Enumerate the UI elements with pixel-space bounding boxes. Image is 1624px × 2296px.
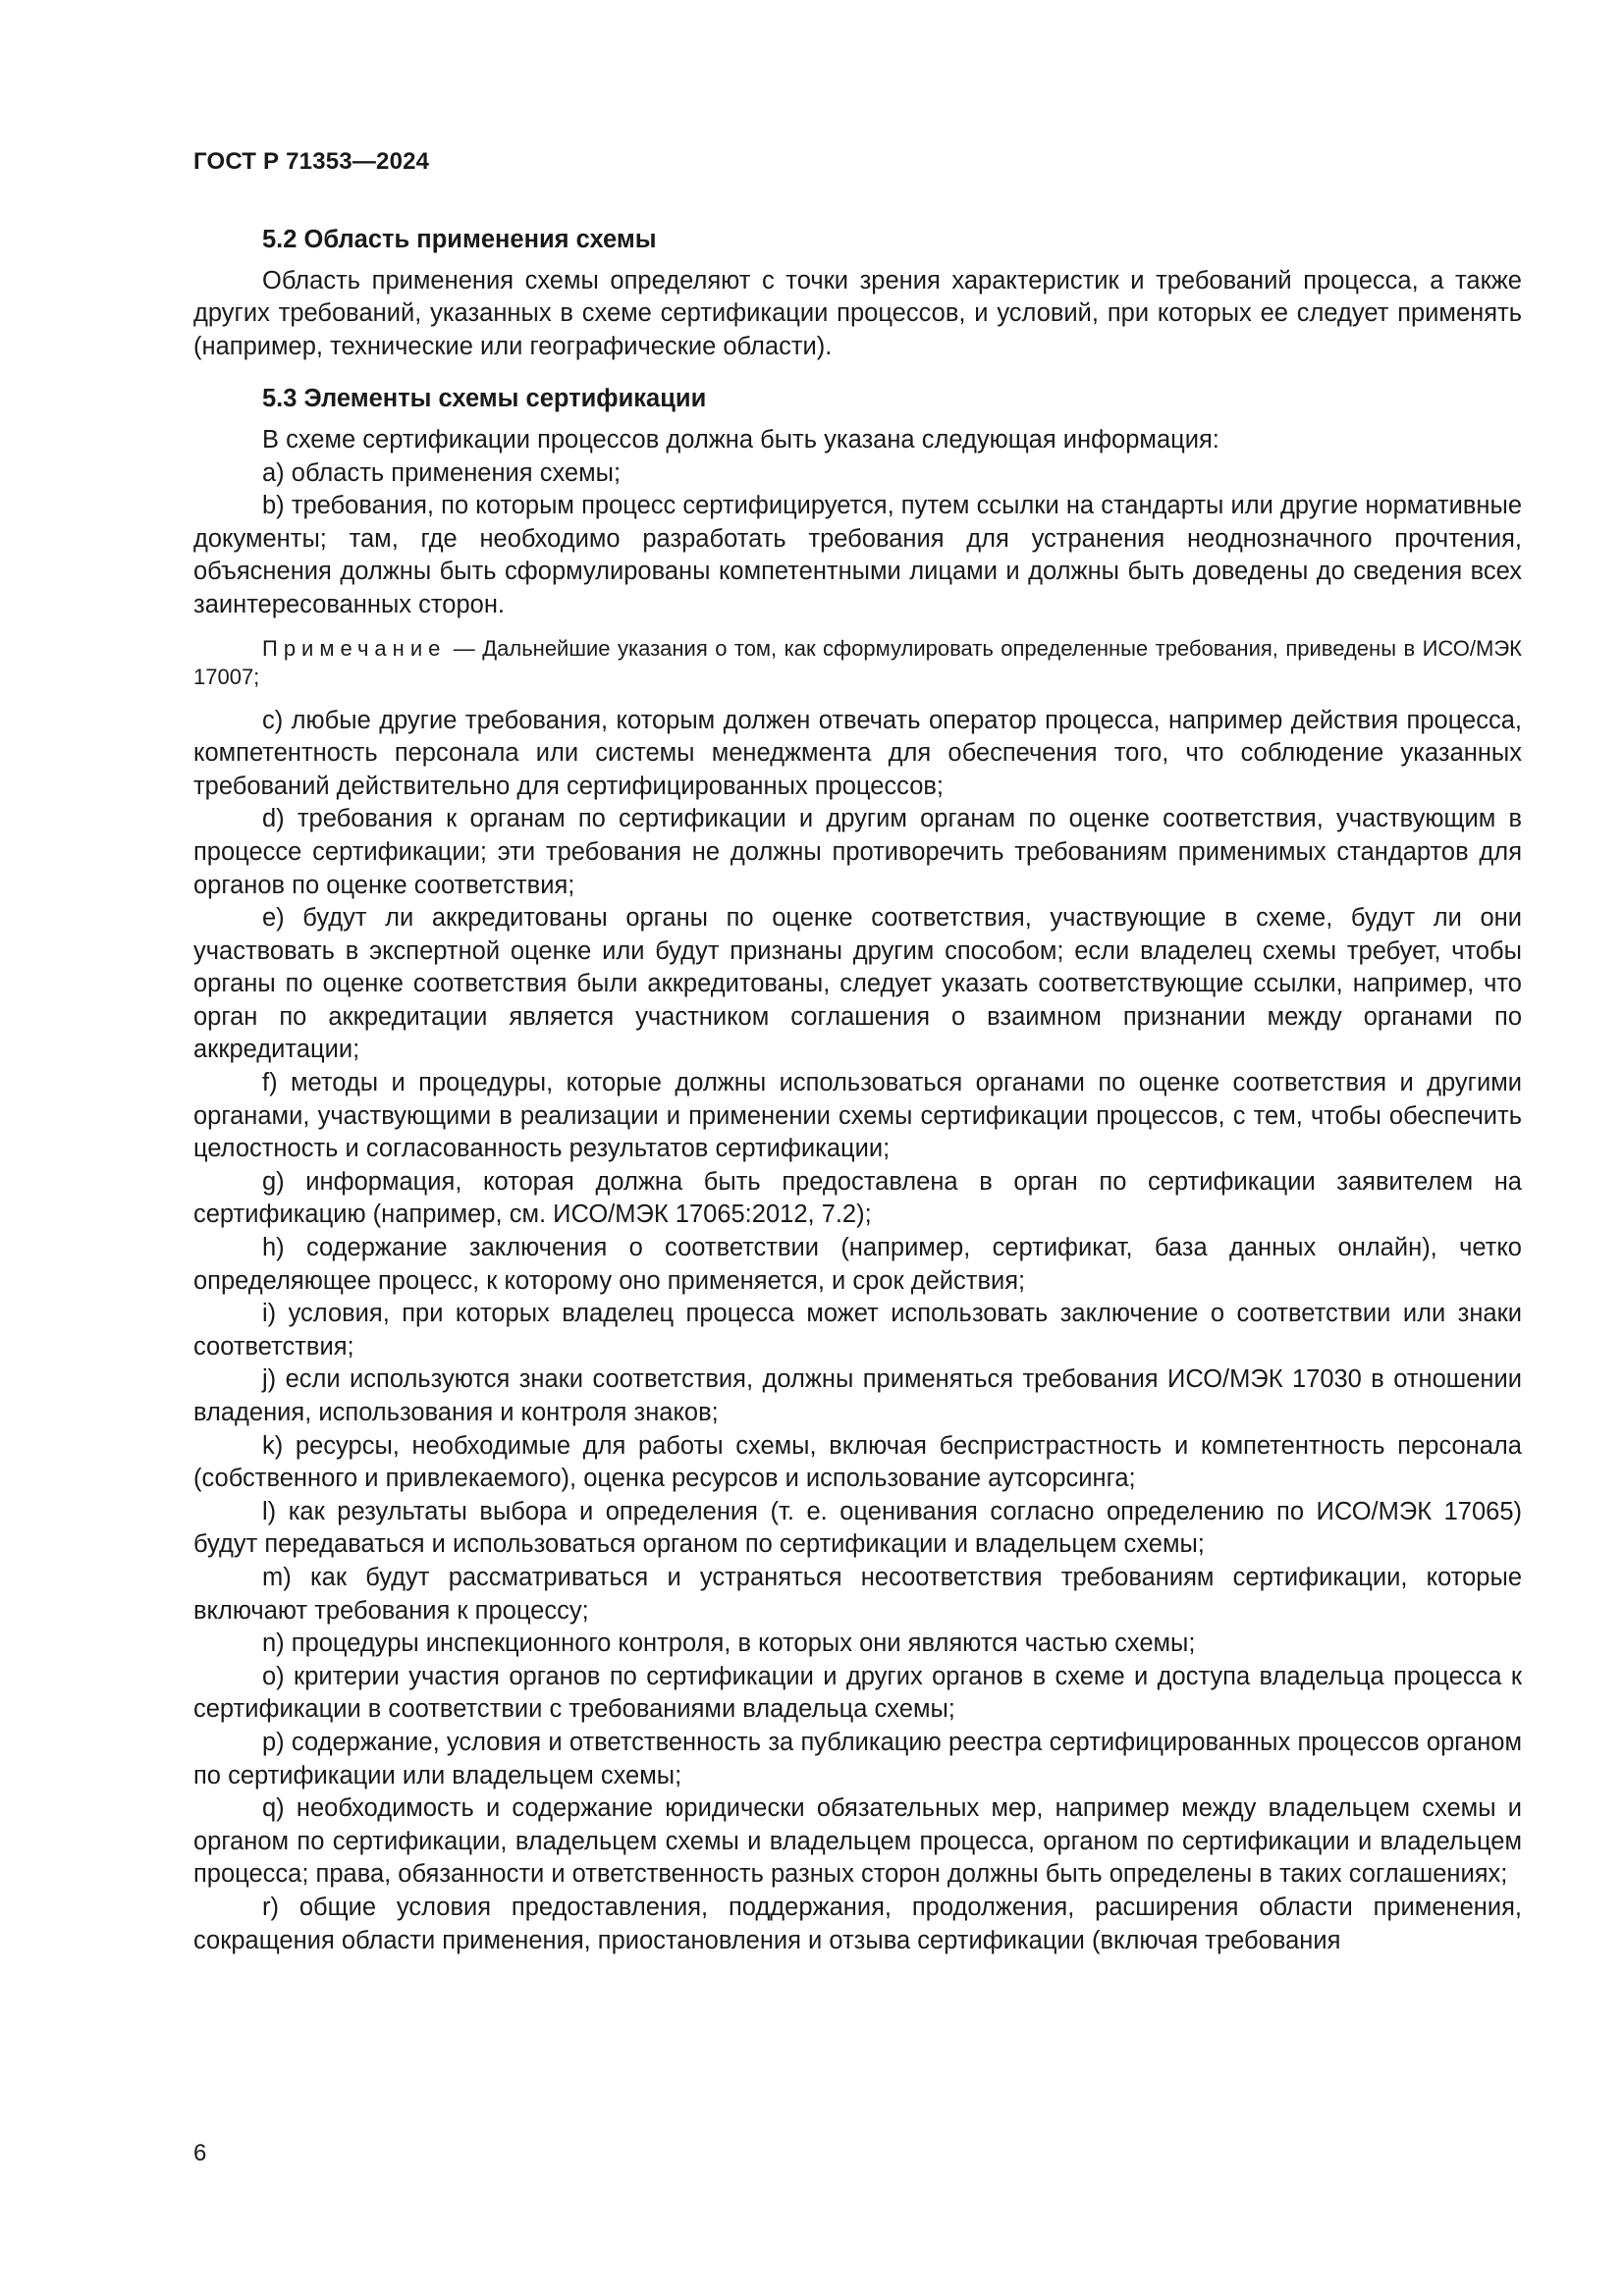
list-item-i: i) условия, при которых владелец процесса может использовать заключение о соответствии или знаки соответствия; bbox=[193, 1300, 1522, 1361]
list-item-j: j) если используются знаки соответствия, должны применяться требования ИСО/МЭК 17030 в отношении владения, использования и контроля знаков; bbox=[193, 1365, 1522, 1426]
list-item-e: e) будут ли аккредитованы органы по оценке соответствия, участвующие в схеме, будут ли они участвовать в экспертной оценке или будут признаны другим способом; если владелец схемы требует, чтобы органы по оценке соответствия были аккредитованы, следует указать соответствующие ссылки, например, что орган по аккредитации является участником соглашения о взаимном признании между органами по аккредитации; bbox=[193, 904, 1522, 1064]
list-item-p: p) содержание, условия и ответственность за публикацию реестра сертифицированных процессов органом по сертификации или владельцем схемы; bbox=[193, 1728, 1522, 1789]
note-label: Примечание bbox=[262, 635, 447, 661]
list-item-q: q) необходимость и содержание юридически обязательных мер, например между владельцем схемы и органом по сертификации, владельцем схемы и владельцем процесса, органом по сертификации и владельцем процесса; права, обязанности и ответственность разных сторон должны быть определены в таких соглашениях; bbox=[193, 1794, 1522, 1889]
list-item-l: l) как результаты выбора и определения (т. е. оценивания согласно определению по ИСО/МЭК 17065) будут передаваться и использоваться органом по сертификации и владельцем схемы; bbox=[193, 1497, 1522, 1559]
list-item-a: a) область применения схемы; bbox=[262, 458, 622, 487]
section-5-2-paragraph: Область применения схемы определяют с точки зрения характеристик и требований процесса, а также других требований, указанных в схеме сертификации процессов, и условий, при которых ее следует применять (например, технические или географические области). bbox=[193, 266, 1522, 360]
page-number: 6 bbox=[193, 2140, 207, 2166]
list-item-f: f) методы и процедуры, которые должны использоваться органами по оценке соответствия и другими органами, участвующими в реализации и применении схемы сертификации процессов, с тем, чтобы обеспечить целостность и согласованность результатов сертификации; bbox=[193, 1069, 1522, 1163]
section-5-2-title: 5.2 Область применения схемы bbox=[262, 226, 657, 253]
list-item-c: c) любые другие требования, которым должен отвечать оператор процесса, например действия процесса, компетентность персонала или системы менеджмента для обеспечения того, что соблюдение указанных требований действительно для сертифицированных процессов; bbox=[193, 706, 1522, 800]
list-item-m: m) как будут рассматриваться и устраняться несоответствия требованиям сертификации, которые включают требования к процессу; bbox=[193, 1563, 1522, 1625]
note bbox=[193, 634, 1522, 691]
list-item-b: b) требования, по которым процесс сертифицируется, путем ссылки на стандарты или другие нормативные документы; там, где необходимо разработать требования для устранения неоднозначного прочтения, объяснения должны быть сформулированы компетентными лицами и должны быть доведены до сведения всех заинтересованных сторон. bbox=[193, 492, 1522, 618]
note-text: — Дальнейшие указания о том, как сформулировать определенные требования, приведены в ИСО/МЭК 17007; bbox=[193, 635, 1522, 689]
list-item-o: o) критерии участия органов по сертификации и других органов в схеме и доступа владельца процесса к сертификации в соответствии с требованиями владельца схемы; bbox=[193, 1662, 1522, 1724]
document-body bbox=[193, 224, 1522, 1957]
list-item-r: r) общие условия предоставления, поддержания, продолжения, расширения области применения, сокращения области применения, приостановления и отзыва сертификации (включая требования bbox=[193, 1893, 1522, 1954]
section-5-3-title: 5.3 Элементы схемы сертификации bbox=[262, 385, 707, 413]
list-item-g: g) информация, которая должна быть предоставлена в орган по сертификации заявителем на сертификацию (например, см. ИСО/МЭК 17065:2012, 7.2); bbox=[193, 1167, 1522, 1229]
list-item-n: n) процедуры инспекционного контроля, в которых они являются частью схемы; bbox=[262, 1629, 1196, 1658]
list-item-k: k) ресурсы, необходимые для работы схемы, включая беспристрастность и компетентность персонала (собственного и привлекаемого), оценка ресурсов и использование аутсорсинга; bbox=[193, 1431, 1522, 1493]
list-item-h: h) содержание заключения о соответствии (например, сертификат, база данных онлайн), четко определяющее процесс, к которому оно применяется, и срок действия; bbox=[193, 1234, 1522, 1295]
list-item-d: d) требования к органам по сертификации и другим органам по оценке соответствия, участвующим в процессе сертификации; эти требования не должны противоречить требованиям применимых стандартов для органов по оценке соответствия; bbox=[193, 805, 1522, 899]
section-5-3-intro: В схеме сертификации процессов должна быть указана следующая информация: bbox=[262, 425, 1219, 454]
document-id-header: ГОСТ Р 71353—2024 bbox=[193, 148, 430, 175]
